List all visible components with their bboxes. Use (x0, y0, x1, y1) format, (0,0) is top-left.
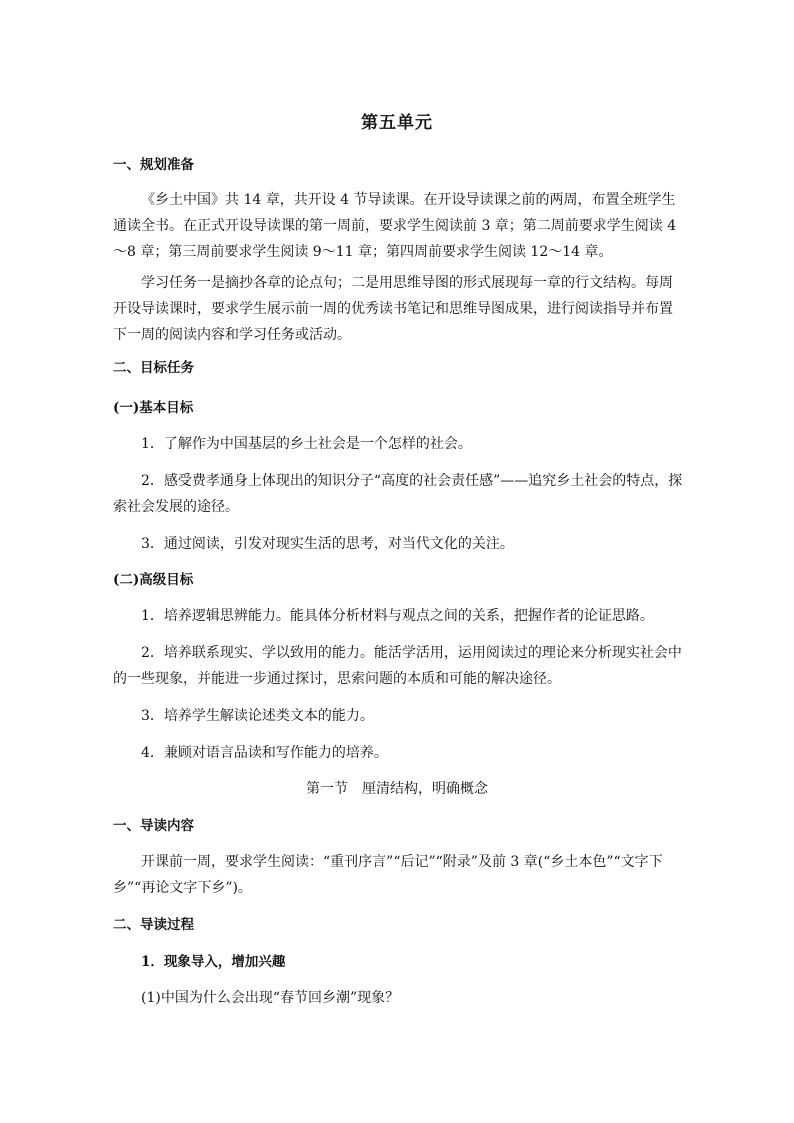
subheading-advanced-goals: (二)高级目标 (113, 572, 194, 588)
advanced-goal-1: 1．培养逻辑思辨能力。能具体分析材料与观点之间的关系，把握作者的论证思路。 (141, 608, 654, 624)
heading-reading-content: 一、导读内容 (113, 818, 194, 834)
page-title: 第五单元 (361, 113, 433, 133)
subheading-basic-goals: (一)基本目标 (113, 400, 194, 416)
basic-goal-2: 2．感受费孝通身上体现出的知识分子“高度的社会责任感”——追究乡土社会的特点，探索社会发展的途径。 (113, 473, 683, 515)
advanced-goal-4: 4．兼顾对语言品读和写作能力的培养。 (141, 745, 388, 761)
basic-goal-1: 1．了解作为中国基层的乡土社会是一个怎样的社会。 (141, 436, 472, 452)
section-title: 第一节 厘清结构，明确概念 (306, 781, 488, 797)
paragraph-plan: 《乡土中国》共 14 章，共开设 4 节导读课。在开设导读课之前的两周，布置全班学生通读全书。在正式开设导读课的第一周前，要求学生阅读前 3 章；第二周前要求学生阅读 4～8 章；第三周前要求学生阅读 9～11 章；第四周前要求学生阅读 12～14 章。 (113, 192, 677, 260)
heading-goals: 二、目标任务 (113, 360, 194, 376)
advanced-goal-3: 3．培养学生解读论述类文本的能力。 (141, 708, 374, 724)
question-1: (1)中国为什么会出现“春节回乡潮”现象？ (141, 990, 400, 1006)
paragraph-reading-content: 开课前一周，要求学生阅读：“重刊序言”“后记”“附录”及前 3 章(“乡土本色”“文字下乡”“再论文字下乡”)。 (113, 854, 663, 896)
basic-goal-3: 3．通过阅读，引发对现实生活的思考，对当代文化的关注。 (141, 536, 514, 552)
paragraph-tasks: 学习任务一是摘抄各章的论点句；二是用思维导图的形式展现每一章的行文结构。每周开设导读课时，要求学生展示前一周的优秀读书笔记和思维导图成果，进行阅读指导并布置下一周的阅读内容和学习任务或活动。 (113, 275, 673, 343)
heading-planning: 一、规划准备 (113, 157, 194, 173)
advanced-goal-2: 2．培养联系现实、学以致用的能力。能活学活用，运用阅读过的理论来分析现实社会中的一些现象，并能进一步通过探讨，思索问题的本质和可能的解决途径。 (113, 645, 682, 687)
heading-reading-process: 二、导读过程 (113, 917, 194, 933)
step-1-heading: 1．现象导入，增加兴趣 (141, 954, 286, 970)
